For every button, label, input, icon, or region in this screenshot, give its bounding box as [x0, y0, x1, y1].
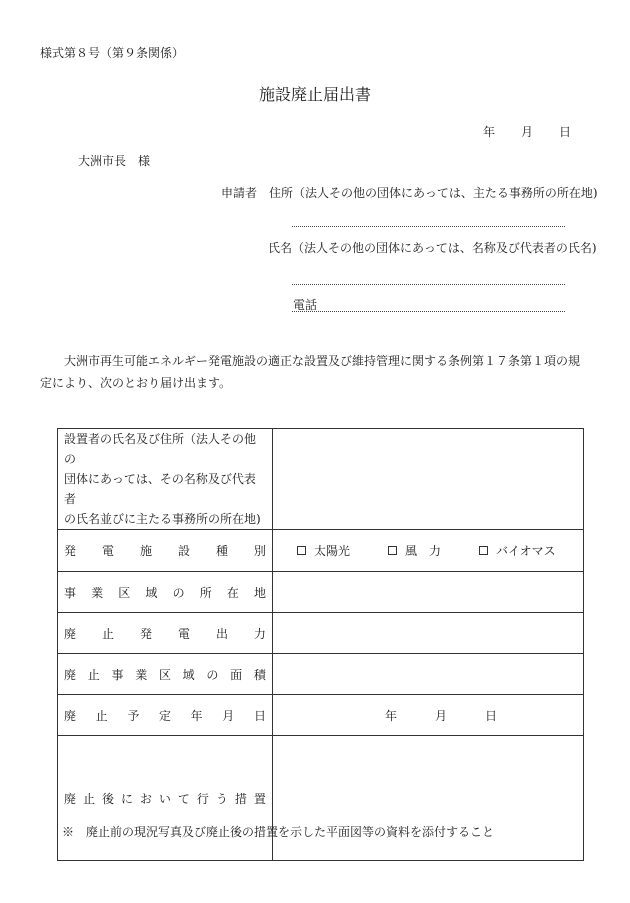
project-location-label: [58, 572, 273, 613]
label-char: 後: [101, 791, 114, 806]
checkbox-icon[interactable]: [297, 546, 306, 555]
abolished-output-label: [58, 613, 273, 654]
label-char: 出: [215, 626, 228, 641]
scheduled-date-field[interactable]: [273, 695, 584, 736]
abolished-output-field[interactable]: [273, 613, 584, 654]
label-char: 事: [111, 667, 124, 682]
label-line: の氏名並びに主たる事務所の所在地): [64, 512, 261, 526]
label-char: 業: [135, 667, 148, 682]
phone-fill-line[interactable]: [292, 311, 565, 312]
installer-info-label: [58, 429, 273, 530]
label-char: 止: [82, 791, 95, 806]
option-solar[interactable]: [297, 542, 350, 559]
label-char: い: [158, 791, 171, 806]
submission-date: [483, 123, 571, 140]
table-row: [58, 572, 584, 613]
table-row: [58, 695, 584, 736]
label-char: 廃: [64, 791, 77, 806]
label-char: 所: [199, 585, 212, 600]
document-title: 施設廃止届出書: [258, 85, 371, 104]
label-char: に: [120, 791, 133, 806]
notification-table: [57, 428, 584, 861]
form-number: 様式第８号（第９条関係）: [40, 46, 185, 60]
addressee: 大洲市長 様: [78, 154, 151, 168]
table-row: [58, 736, 584, 861]
label-char: 在: [226, 585, 239, 600]
label-char: 施: [139, 544, 152, 558]
label-char: 発: [139, 626, 152, 641]
table-row: [58, 429, 584, 530]
abolished-area-field[interactable]: [273, 654, 584, 695]
label-char: 置: [253, 791, 266, 806]
label-char: 廃: [64, 626, 77, 641]
label-char: 廃: [64, 708, 77, 723]
label-line: 設置者の氏名及び住所（法人その他の: [64, 432, 257, 466]
label-char: 域: [145, 585, 158, 600]
facility-type-label: [58, 530, 273, 572]
label-char: 予: [127, 708, 140, 723]
date-month-label: 月: [435, 708, 448, 723]
label-char: 月: [222, 708, 235, 723]
label-char: て: [177, 791, 190, 806]
label-char: 地: [253, 585, 266, 600]
label-char: 発: [64, 544, 77, 558]
date-year-label: 年: [385, 708, 398, 723]
label-char: 種: [215, 544, 228, 558]
label-char: 区: [118, 585, 131, 600]
label-char: 止: [87, 667, 100, 682]
label-char: う: [215, 791, 228, 806]
post-measures-label: [58, 736, 273, 861]
scheduled-date-label: [58, 695, 273, 736]
label-char: 事: [64, 585, 77, 600]
table-row: [58, 530, 584, 572]
applicant-address-label: 申請者 住所（法人その他の団体にあっては、主たる事務所の所在地): [221, 186, 598, 200]
table-row: [58, 654, 584, 695]
label-char: 行: [196, 791, 209, 806]
checkbox-icon[interactable]: [479, 546, 488, 555]
date-month-label: 月: [521, 125, 534, 139]
label-char: 電: [177, 626, 190, 641]
label-char: 廃: [64, 667, 77, 682]
label-char: 域: [182, 667, 195, 682]
option-label: 風 力: [405, 544, 442, 558]
table-row: [58, 613, 584, 654]
project-location-field[interactable]: [273, 572, 584, 613]
checkbox-icon[interactable]: [388, 546, 397, 555]
option-label: 太陽光: [314, 544, 351, 558]
label-char: 区: [158, 667, 171, 682]
label-char: 止: [95, 708, 108, 723]
label-char: 積: [253, 667, 266, 682]
installer-info-field[interactable]: [273, 429, 584, 530]
label-char: 定: [158, 708, 171, 723]
label-char: 力: [253, 626, 266, 641]
label-char: 止: [101, 626, 114, 641]
label-char: 面: [230, 667, 243, 682]
date-day-label: 日: [559, 125, 572, 139]
option-biomass[interactable]: [479, 542, 556, 559]
name-fill-line[interactable]: [292, 284, 565, 285]
label-char: の: [206, 667, 219, 682]
label-line: 団体にあっては、その名称及び代表者: [64, 472, 256, 506]
label-char: 日: [253, 708, 266, 723]
applicant-name-label: 氏名（法人その他の団体にあっては、名称及び代表者の氏名): [268, 241, 597, 255]
label-char: 設: [177, 544, 190, 558]
label-char: の: [172, 585, 185, 600]
label-char: 年: [190, 708, 203, 723]
label-char: 別: [253, 544, 266, 558]
attachment-note: ※ 廃止前の現況写真及び廃止後の措置を示した平面図等の資料を添付すること: [62, 825, 495, 839]
label-char: 電: [101, 544, 114, 558]
date-day-label: 日: [485, 708, 498, 723]
address-fill-line[interactable]: [292, 226, 565, 227]
option-label: バイオマス: [496, 544, 556, 558]
date-year-label: 年: [483, 125, 496, 139]
post-measures-field[interactable]: [273, 736, 584, 861]
label-char: お: [139, 791, 152, 806]
declaration-text: 大洲市再生可能エネルギー発電施設の適正な設置及び維持管理に関する条例第１７条第１項の規定により、次のとおり届け出ます。: [40, 354, 581, 390]
phone-label: 電話: [293, 298, 318, 312]
facility-type-field: [273, 530, 584, 572]
label-char: 措: [234, 791, 247, 806]
option-wind[interactable]: [388, 542, 441, 559]
label-char: 業: [91, 585, 104, 600]
abolished-area-label: [58, 654, 273, 695]
